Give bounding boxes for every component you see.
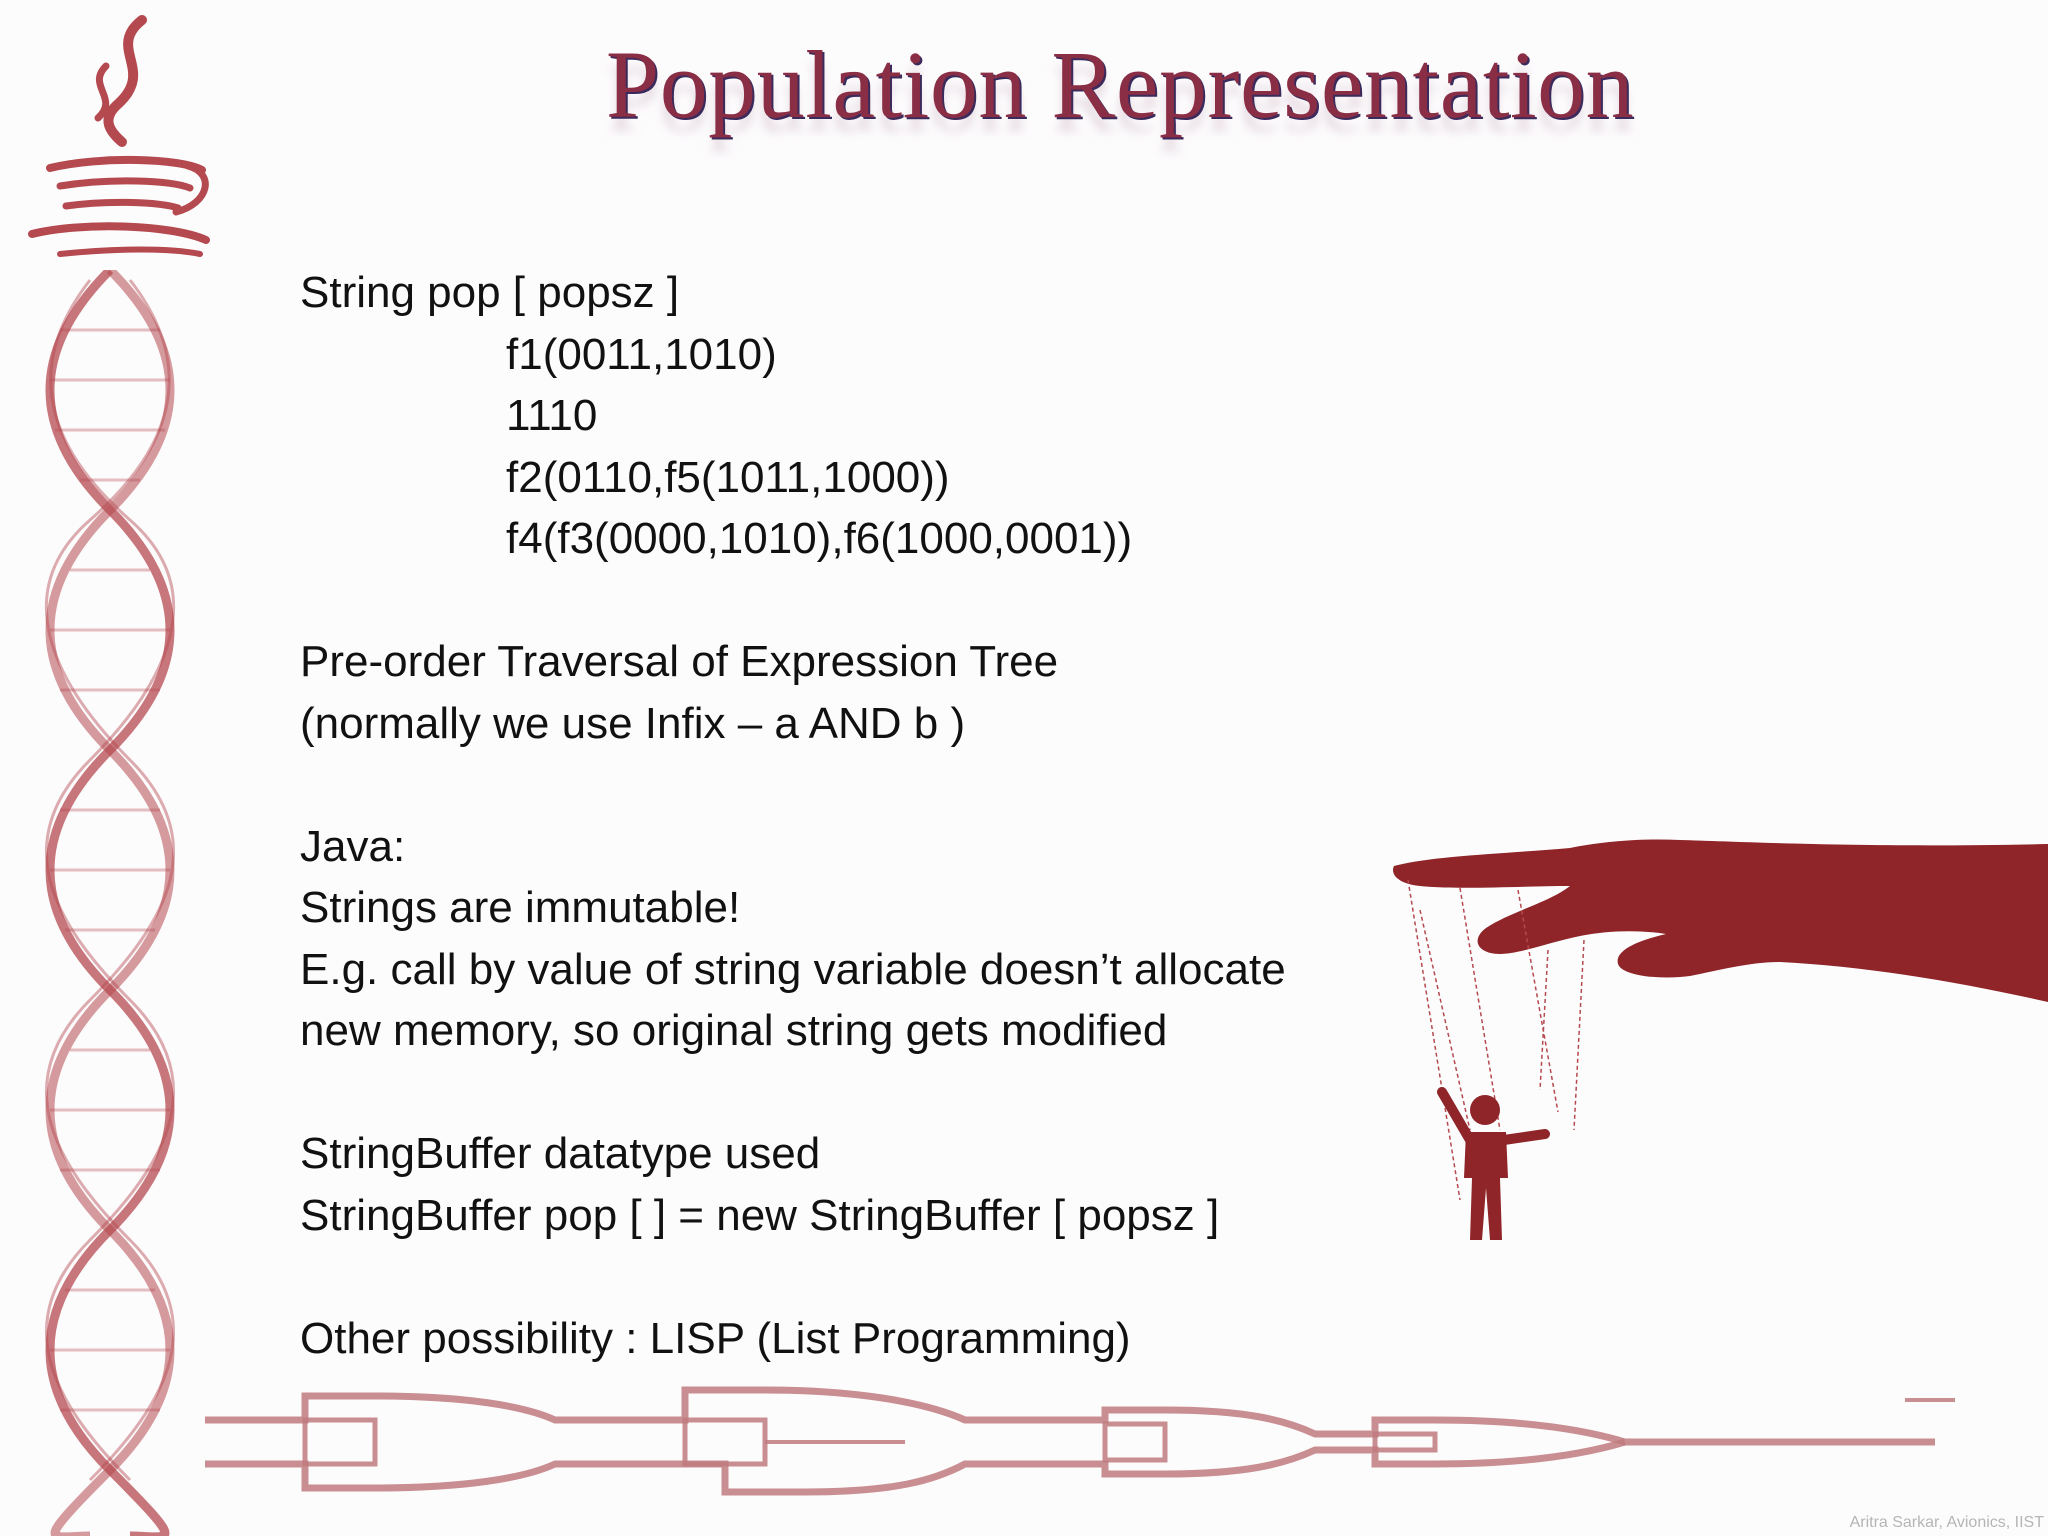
text-stringbuffer-used: StringBuffer datatype used bbox=[300, 1129, 821, 1178]
spacer bbox=[300, 1062, 1420, 1124]
text-memory-note: new memory, so original string gets modified bbox=[300, 1006, 1168, 1055]
text-lisp: Other possibility : LISP (List Programming) bbox=[300, 1313, 1131, 1363]
spacer bbox=[300, 1246, 1420, 1308]
dna-helix-graphic bbox=[10, 270, 210, 1536]
puppeteer-hand-icon bbox=[1390, 830, 2048, 1250]
spacer bbox=[300, 754, 1420, 816]
text-preorder: Pre-order Traversal of Expression Tree bbox=[300, 637, 1059, 686]
code-line-1110: 1110 bbox=[506, 391, 598, 440]
code-line-stringbuffer: StringBuffer pop [ ] = new StringBuffer [ popsz ] bbox=[300, 1190, 1220, 1240]
code-line-string-pop: String pop [ popsz ] bbox=[300, 268, 680, 317]
footer-credit: Aritra Sarkar, Avionics, IIST bbox=[1849, 1514, 2044, 1531]
text-infix-note: (normally we use Infix – a AND b ) bbox=[300, 698, 966, 748]
expression-flow-band bbox=[205, 1380, 1965, 1510]
text-java-heading: Java: bbox=[300, 821, 406, 871]
code-line-f2: f2(0110,f5(1011,1000)) bbox=[506, 452, 950, 502]
text-call-by-value: E.g. call by value of string variable doesn’t allocate bbox=[300, 944, 1286, 994]
slide-body bbox=[300, 262, 1420, 1369]
spacer bbox=[300, 570, 1420, 632]
code-line-f1: f1(0011,1010) bbox=[506, 329, 777, 379]
text-strings-immutable: Strings are immutable! bbox=[300, 883, 741, 932]
code-line-f4: f4(f3(0000,1010),f6(1000,0001)) bbox=[506, 514, 1133, 563]
slide-title: Population Representation bbox=[605, 31, 1635, 138]
java-cup-logo bbox=[10, 8, 210, 263]
